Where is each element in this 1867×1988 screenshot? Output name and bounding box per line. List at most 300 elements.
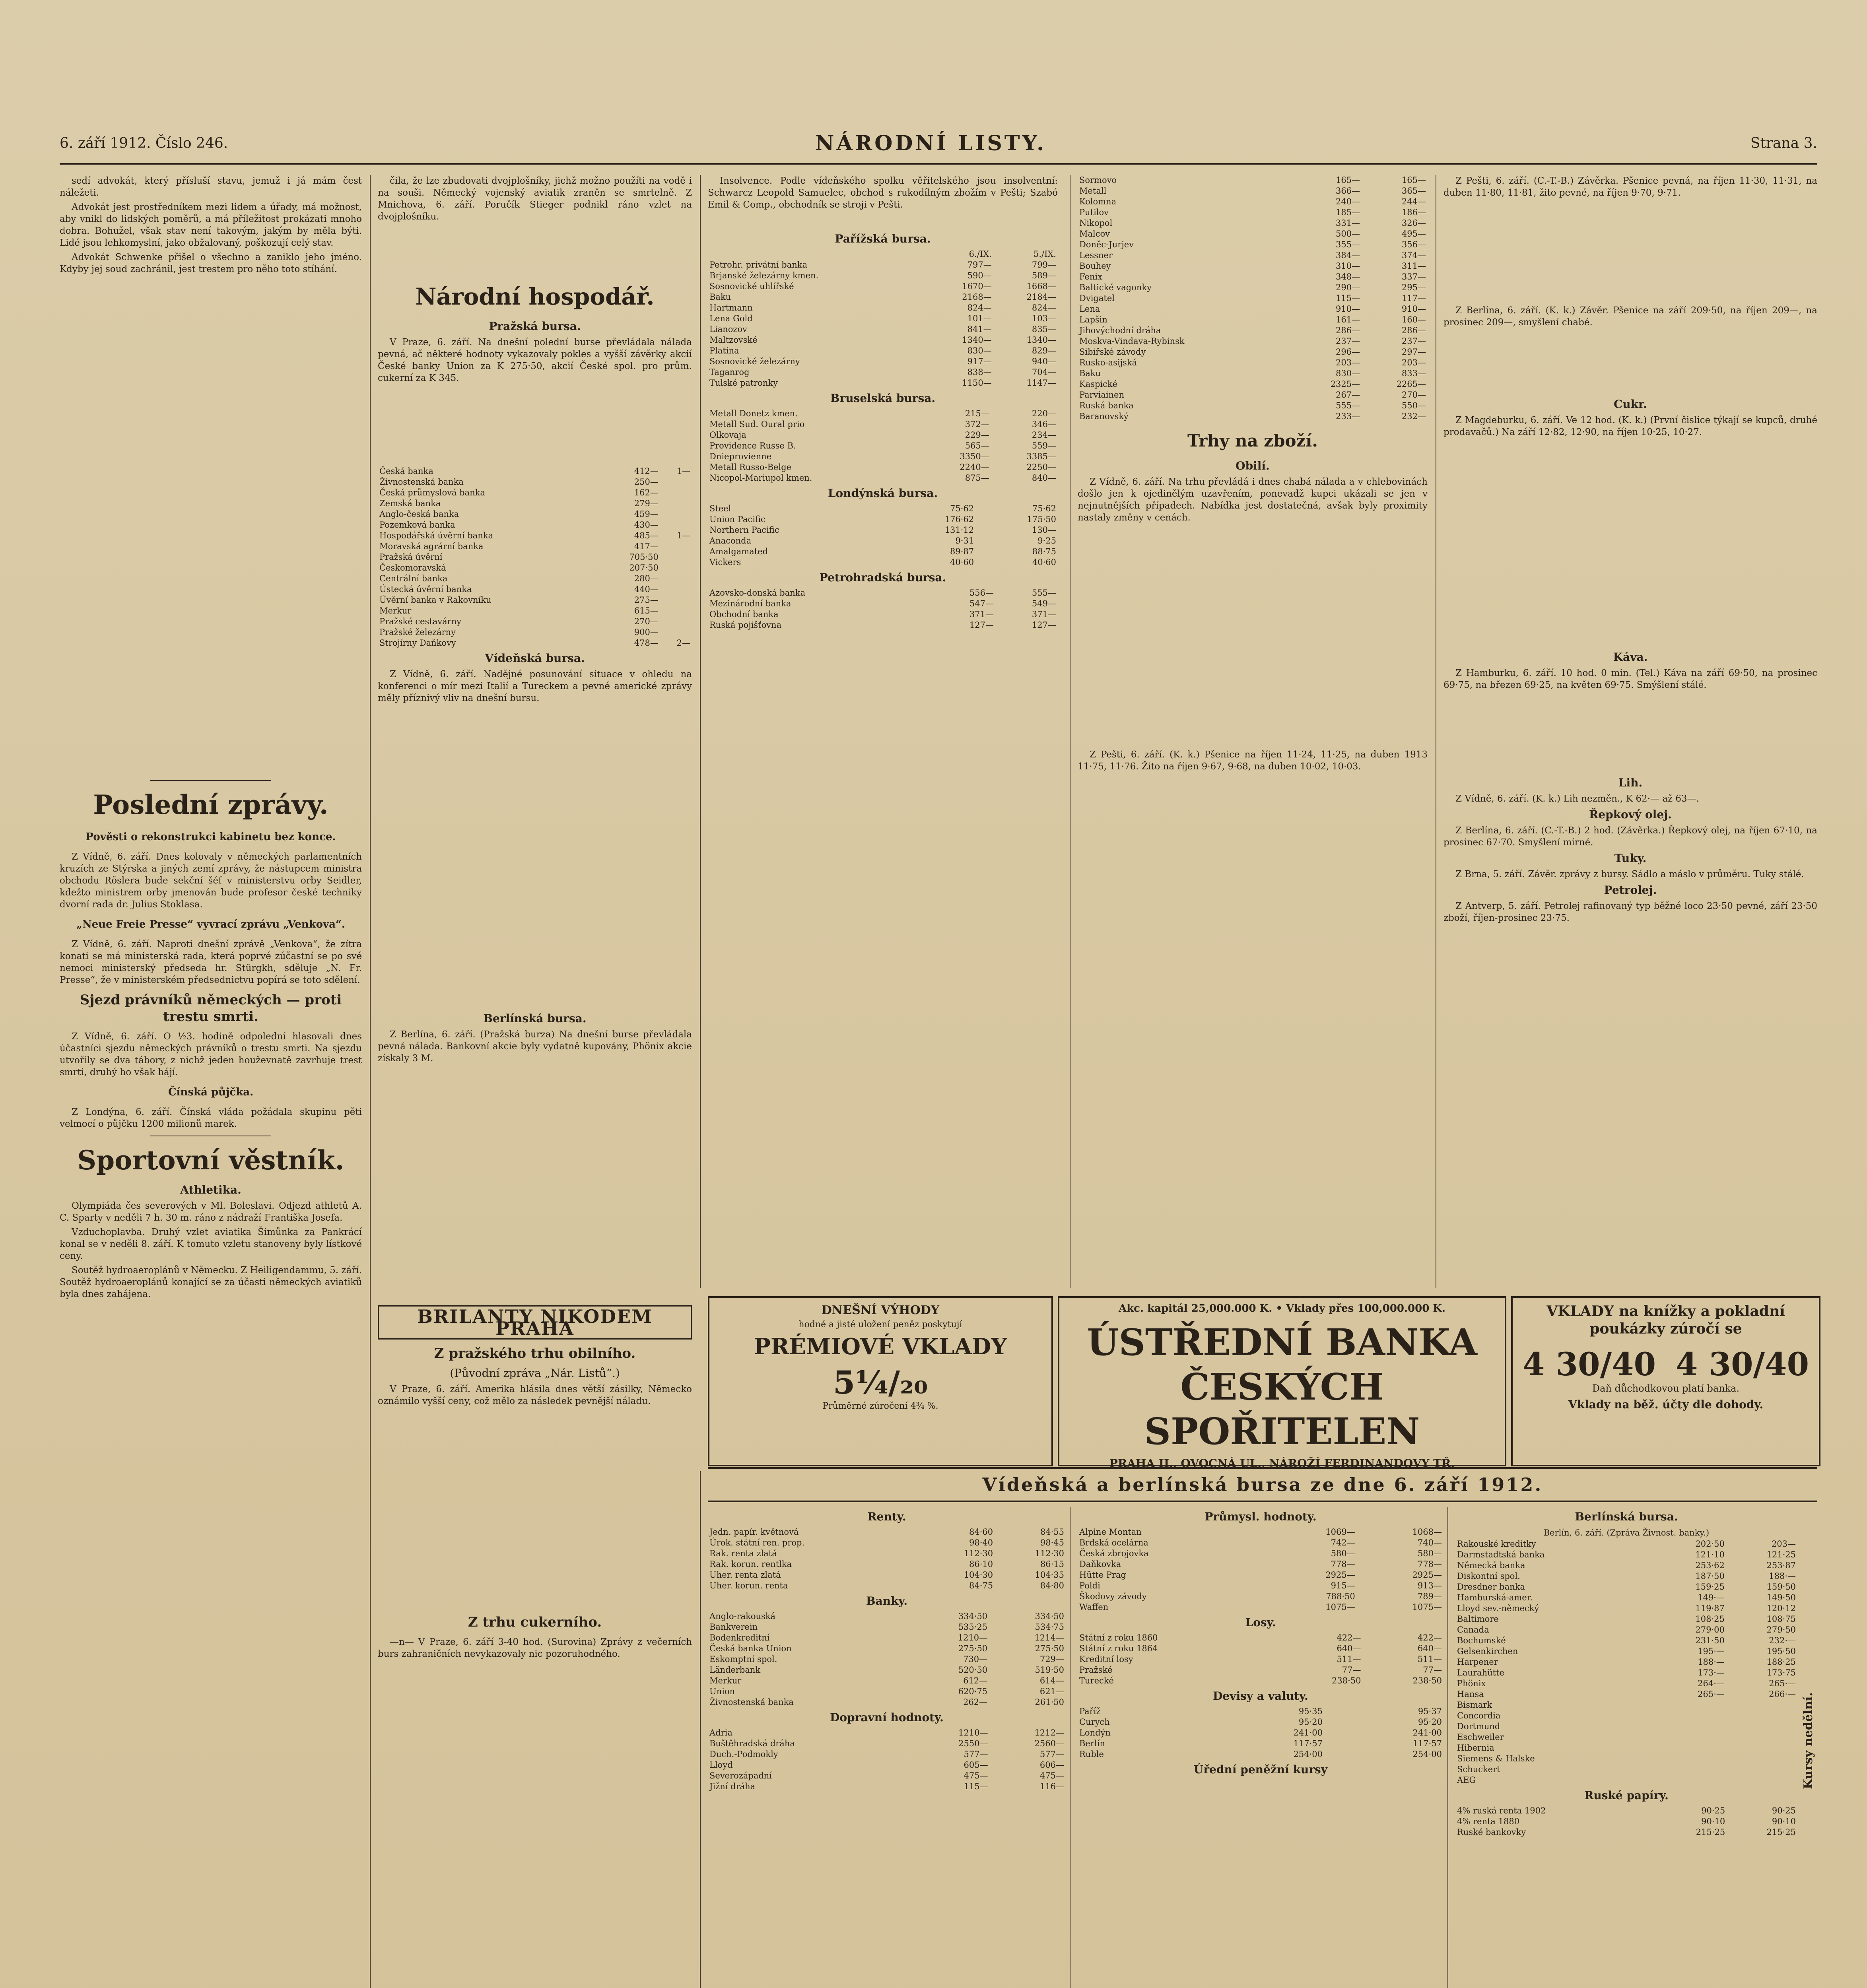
row-value: 511— xyxy=(1417,1654,1442,1664)
stock-row xyxy=(378,487,692,498)
column-rule xyxy=(1447,1507,1448,1988)
row-label: Česká banka xyxy=(379,466,433,476)
row-value xyxy=(660,606,692,616)
losy-title: Losy. xyxy=(1245,1616,1276,1629)
petrograd-row xyxy=(1078,325,1428,336)
row-label: Rusko-asijská xyxy=(1079,358,1137,367)
rusko-row xyxy=(1455,1827,1797,1838)
row-label: Severozápadní xyxy=(709,1771,772,1780)
row-value: 104·35 xyxy=(1035,1570,1064,1580)
brussels-row xyxy=(708,419,1058,430)
row-value: 280— xyxy=(634,574,659,583)
rusko-row xyxy=(1455,1806,1797,1816)
row-value: 40·60 xyxy=(950,557,974,567)
row-value: 1668— xyxy=(1026,282,1056,291)
row-value: 366— xyxy=(1336,186,1360,196)
row-label: Mezinárodní banka xyxy=(709,599,791,608)
banky-row xyxy=(708,1633,1066,1643)
banky-row xyxy=(708,1697,1066,1708)
row-label: Česká průmyslová banka xyxy=(379,488,485,497)
banky-row xyxy=(708,1654,1066,1665)
petrograd-row xyxy=(1078,186,1428,196)
row-value: 2265— xyxy=(1396,379,1426,389)
row-value: 334·50 xyxy=(1035,1611,1064,1621)
row-value: 270— xyxy=(634,617,659,626)
row-value xyxy=(1772,1743,1785,1753)
brussels-row xyxy=(708,451,1058,462)
row-value: 84·75 xyxy=(969,1581,993,1590)
petro-table xyxy=(708,588,1058,631)
london-row xyxy=(708,514,1058,525)
row-value: 372— xyxy=(965,419,989,429)
row-value: 250— xyxy=(634,477,659,487)
row-value: 475— xyxy=(1039,1771,1064,1780)
row-value: 1340— xyxy=(1026,335,1056,345)
row-value: 77— xyxy=(1423,1665,1442,1675)
row-value: 234— xyxy=(1032,430,1056,440)
bursa-col-berlin xyxy=(1455,1507,1797,1988)
row-label: Uher. renta zlatá xyxy=(709,1570,781,1580)
row-value: 165— xyxy=(1336,175,1360,185)
row-value: 253·87 xyxy=(1766,1561,1796,1570)
row-value: 130— xyxy=(1032,525,1056,535)
column-4 xyxy=(1078,175,1428,1288)
row-label: Rak. korun. rentlka xyxy=(709,1559,792,1569)
renty-row xyxy=(708,1580,1066,1591)
paris-row xyxy=(708,313,1058,324)
column-1 xyxy=(60,175,362,1988)
petrograd-row xyxy=(1078,282,1428,293)
row-value: 40·60 xyxy=(1032,557,1056,567)
ad-rate-left: 4 30/40 xyxy=(1522,1345,1656,1383)
row-label: Dresdner banka xyxy=(1457,1582,1525,1592)
row-value: 159·25 xyxy=(1695,1582,1725,1592)
row-value: 84·60 xyxy=(969,1527,993,1537)
row-value: 77— xyxy=(1342,1665,1361,1675)
row-value: 108·25 xyxy=(1695,1614,1725,1624)
row-value: 86·10 xyxy=(969,1559,993,1569)
row-label: Obchodní banka xyxy=(709,610,779,619)
column-rule xyxy=(700,175,701,1288)
masthead-title: NÁRODNÍ LISTY. xyxy=(815,131,1047,155)
row-value: 550— xyxy=(1401,401,1426,410)
row-value: 241·00 xyxy=(1412,1728,1442,1738)
row-value: 161— xyxy=(1336,315,1360,324)
row-value: 778— xyxy=(1417,1559,1442,1569)
section-title-trhy: Trhy na zboží. xyxy=(1187,431,1318,450)
header-rule xyxy=(60,163,1817,165)
berlin-row xyxy=(1455,1775,1797,1786)
bursa-col-prumysl xyxy=(1078,1507,1443,1988)
row-label: Českomoravská xyxy=(379,563,446,573)
row-label: Živnostenská banka xyxy=(709,1697,794,1707)
row-value: 5./IX. xyxy=(1033,249,1056,259)
stock-row xyxy=(378,541,692,552)
row-value: 95·20 xyxy=(1298,1717,1323,1727)
row-value: 2925— xyxy=(1325,1570,1355,1580)
ad-rate-right: 4 30/40 xyxy=(1675,1345,1809,1383)
separator xyxy=(150,780,271,781)
row-value: 384— xyxy=(1336,250,1360,260)
row-value: 311— xyxy=(1401,261,1426,271)
row-value: 835— xyxy=(1032,324,1056,334)
ad-bottom: Vklady na běž. účty dle dohody. xyxy=(1568,1398,1764,1411)
rusko-title: Ruské papíry. xyxy=(1584,1789,1669,1802)
row-value: 187·50 xyxy=(1695,1571,1725,1581)
row-label: Maltzovské xyxy=(709,335,758,345)
row-value: 121·10 xyxy=(1695,1550,1725,1559)
col1-filler-text xyxy=(60,278,362,775)
row-value: 917— xyxy=(967,357,992,366)
paris-row xyxy=(708,270,1058,281)
row-value: 267— xyxy=(1336,390,1360,400)
repka-text: Z Berlína, 6. září. (C.-T.-B.) 2 hod. (Závěrka.) Řepkový olej, na říjen 67·10, na prosinec 67·70. Smyšlení mírné. xyxy=(1443,825,1817,848)
row-value xyxy=(1785,1753,1797,1764)
row-value: 337— xyxy=(1401,272,1426,282)
row-value: 295— xyxy=(1401,283,1426,292)
london-row xyxy=(708,546,1058,557)
row-label: Canada xyxy=(1457,1625,1489,1635)
losy-row xyxy=(1078,1633,1443,1643)
bursa-band-title: Vídeňská a berlínská bursa ze dne 6. září 1912. xyxy=(982,1474,1543,1495)
row-value: 98·45 xyxy=(1040,1538,1064,1547)
berlin-bursa-sub: Berlín, 6. září. (Zpráva Živnost. banky.) xyxy=(1543,1528,1710,1538)
petrograd-row xyxy=(1078,368,1428,379)
row-label: Úrok. státní ren. prop. xyxy=(709,1538,805,1547)
row-value xyxy=(1785,1764,1797,1775)
berlin-row xyxy=(1455,1614,1797,1625)
row-value: 612— xyxy=(963,1676,988,1685)
row-label: Merkur xyxy=(379,606,412,615)
losy-row xyxy=(1078,1643,1443,1654)
brussels-row xyxy=(708,473,1058,483)
petrograd-row xyxy=(1078,196,1428,207)
devizy-title: Devisy a valuty. xyxy=(1213,1689,1308,1703)
row-label: Státní z roku 1864 xyxy=(1079,1644,1158,1653)
ad-top: VKLADY na knížky a pokladní poukázky zúročí se xyxy=(1546,1303,1785,1337)
prumysl-row xyxy=(1078,1527,1443,1538)
sport-item: Olympiáda čes severových v Ml. Boleslavi. Odjezd athletů A. C. Sparty v neděli 7 h. 30 m. ráno z nádraží Františka Josefa. xyxy=(60,1201,362,1223)
row-value: 1— xyxy=(676,531,690,540)
row-label: Anglo-česká banka xyxy=(379,509,459,519)
row-value: 833— xyxy=(1401,369,1426,378)
ad-main: PRÉMIOVÉ VKLADY xyxy=(754,1334,1007,1360)
row-label: Concordia xyxy=(1457,1711,1501,1720)
row-label: Hansa xyxy=(1457,1689,1484,1699)
berlin-row xyxy=(1455,1625,1797,1635)
row-label: Northern Pacific xyxy=(709,525,779,535)
row-label: Bismark xyxy=(1457,1700,1492,1710)
stock-row xyxy=(378,606,692,616)
paris-row xyxy=(708,335,1058,346)
row-label: Pražské xyxy=(1079,1665,1113,1675)
row-value: 95·20 xyxy=(1418,1717,1442,1727)
doprava-row xyxy=(708,1760,1066,1771)
row-value: 534·75 xyxy=(1035,1622,1064,1632)
row-value: 95·35 xyxy=(1298,1706,1323,1716)
row-label: Dnieprovienne xyxy=(709,452,772,461)
row-label: Hamburská-amer. xyxy=(1457,1593,1533,1602)
row-value: 296— xyxy=(1336,347,1360,357)
row-value: 310— xyxy=(1336,261,1360,271)
doprava-row xyxy=(708,1738,1066,1749)
row-value: 830— xyxy=(967,346,992,355)
row-label: Zemská banka xyxy=(379,499,441,508)
ad-main: ÚSTŘEDNÍ BANKA ČESKÝCH SPOŘITELEN xyxy=(1087,1321,1477,1453)
row-value: 95·37 xyxy=(1418,1706,1442,1716)
header-page-number: Strana 3. xyxy=(1750,135,1817,151)
devizy-row xyxy=(1078,1749,1443,1760)
row-label: Darmstadtská banka xyxy=(1457,1550,1545,1559)
row-value: 910— xyxy=(1401,304,1426,314)
row-value: 1069— xyxy=(1325,1527,1355,1537)
row-label: 4% renta 1880 xyxy=(1457,1817,1520,1826)
row-label: Kaspické xyxy=(1079,379,1118,389)
row-value: 2184— xyxy=(1026,292,1056,302)
row-label: Schuckert xyxy=(1457,1765,1500,1774)
paris-row xyxy=(708,249,1058,260)
section-title-sportovni-vestnik: Sportovní věstník. xyxy=(77,1145,344,1176)
row-value: 160— xyxy=(1401,315,1426,324)
row-value xyxy=(1772,1710,1785,1721)
row-label: Petrohr. privátní banka xyxy=(709,260,808,270)
grain-text: V Praze, 6. září. Amerika hlásila dnes větší zásilky, Německo oznámilo vyšší ceny, což mělo za následek pevnější náladu. xyxy=(378,1384,692,1406)
row-value: 841— xyxy=(967,324,992,334)
row-value: 348— xyxy=(1336,272,1360,282)
row-label: Sibiřské závody xyxy=(1079,347,1146,357)
row-value: 1— xyxy=(676,466,690,476)
ad-ustredni-banka xyxy=(1058,1296,1506,1470)
row-value: 535·25 xyxy=(958,1622,988,1632)
row-value: 915— xyxy=(1331,1581,1355,1590)
column-2 xyxy=(378,175,692,1988)
paris-row xyxy=(708,367,1058,378)
banky-row xyxy=(708,1611,1066,1622)
row-label: Ruské bankovky xyxy=(1457,1827,1526,1837)
row-label: Rak. renta zlatá xyxy=(709,1549,777,1558)
row-value: 290— xyxy=(1336,283,1360,292)
row-label: Buštěhradská dráha xyxy=(709,1739,795,1748)
row-value: 6./IX. xyxy=(969,249,992,259)
row-label: Doněc-Jurjev xyxy=(1079,240,1134,249)
viden-text: Z Vídně, 6. září. Nadějné posunování situace v ohledu na konferenci o mír mezi Italií a Tureckem a pevné americké zprávy měly příznivý vliv na dnešní bursu. xyxy=(378,669,692,703)
row-value: 188·25 xyxy=(1766,1657,1796,1667)
row-label: Paříž xyxy=(1079,1706,1101,1716)
berlin-row xyxy=(1455,1689,1797,1700)
stock-row xyxy=(378,627,692,638)
row-value: 577— xyxy=(1039,1749,1064,1759)
row-value: 334·50 xyxy=(958,1611,988,1621)
row-label: Pozemková banka xyxy=(379,520,455,530)
subsection-obili: Obilí. xyxy=(1236,459,1270,472)
row-value: 104·30 xyxy=(964,1570,993,1580)
row-label: Pražská úvěrní xyxy=(379,552,443,562)
page-header xyxy=(60,131,1817,159)
row-value: 2— xyxy=(676,638,690,648)
row-value: 730— xyxy=(963,1654,988,1664)
petrograd-row xyxy=(1078,336,1428,347)
row-value: 195·50 xyxy=(1766,1646,1796,1656)
petrograd-row xyxy=(1078,239,1428,250)
subsection-kava: Káva. xyxy=(1613,650,1648,664)
row-value: 331— xyxy=(1336,218,1360,228)
row-value: 356— xyxy=(1401,240,1426,249)
column-rule xyxy=(370,175,371,1988)
row-value: 374— xyxy=(1401,250,1426,260)
renty-row xyxy=(708,1527,1066,1538)
row-value xyxy=(1772,1721,1785,1732)
row-value: 430— xyxy=(634,520,659,530)
petrograd-row xyxy=(1078,229,1428,239)
row-value: 485— xyxy=(634,531,659,540)
petrograd-row xyxy=(1078,400,1428,411)
petrograd-row xyxy=(1078,390,1428,400)
row-value: 286— xyxy=(1401,326,1426,335)
row-value: 88·75 xyxy=(1032,547,1056,556)
row-label: Ruble xyxy=(1079,1749,1104,1759)
row-label: Bankverein xyxy=(709,1622,758,1632)
prumysl-title: Průmysl. hodnoty. xyxy=(1205,1510,1317,1523)
row-label: Anglo-rakouská xyxy=(709,1611,776,1621)
row-value: 1075— xyxy=(1325,1602,1355,1612)
row-label: Taganrog xyxy=(709,367,750,377)
row-value: 640— xyxy=(1337,1644,1361,1653)
subsection-berlinska-bursa: Berlínská bursa. xyxy=(483,1012,587,1025)
row-label: Lapšin xyxy=(1079,315,1107,324)
ad-note: Daň důchodkovou platí banka. xyxy=(1592,1383,1740,1394)
row-label: Baku xyxy=(1079,369,1101,378)
row-value: 202·50 xyxy=(1695,1539,1725,1549)
row-label: Metall Sud. Oural prio xyxy=(709,419,805,429)
stock-row xyxy=(378,520,692,530)
petro-row xyxy=(708,609,1058,620)
row-label: Londýn xyxy=(1079,1728,1111,1738)
rusko-row xyxy=(1455,1816,1797,1827)
row-label: Sosnovické železárny xyxy=(709,357,800,366)
row-label: Jedn. papír. květnová xyxy=(709,1527,799,1537)
row-value: 417— xyxy=(634,542,659,551)
berlin-row xyxy=(1455,1721,1797,1732)
row-label: Länderbank xyxy=(709,1665,761,1675)
row-label: Siemens & Halske xyxy=(1457,1754,1535,1763)
row-value: 215— xyxy=(965,409,989,418)
paris-row xyxy=(708,378,1058,388)
row-label: 4% ruská renta 1902 xyxy=(1457,1806,1546,1815)
row-label: Olkovaja xyxy=(709,430,746,440)
news-heading: Čínská půjčka. xyxy=(168,1086,254,1098)
row-value: 237— xyxy=(1401,336,1426,346)
row-value: 162— xyxy=(634,488,659,497)
berlin-row xyxy=(1455,1592,1797,1603)
stock-row xyxy=(378,498,692,509)
row-value: 119·87 xyxy=(1695,1604,1725,1613)
sport-item: Soutěž hydroaeroplánů v Německu. Z Heiligendammu, 5. září. Soutěž hydroaeroplánů konající se za účasti německých aviatiků byla dnes zahájena. xyxy=(60,1265,362,1299)
row-value: 237— xyxy=(1336,336,1360,346)
row-label: Steel xyxy=(709,504,731,513)
row-label: Dortmund xyxy=(1457,1722,1500,1731)
row-value: 913— xyxy=(1417,1581,1442,1590)
row-label: Dvigatel xyxy=(1079,293,1115,303)
row-label: Curych xyxy=(1079,1717,1110,1727)
row-value: 621— xyxy=(1039,1687,1064,1696)
stock-row xyxy=(378,563,692,573)
ad-vklady-na-knizky xyxy=(1511,1296,1820,1466)
prumysl-row xyxy=(1078,1591,1443,1602)
row-value: 9·25 xyxy=(1037,536,1056,546)
row-label: Brdská ocelárna xyxy=(1079,1538,1148,1547)
row-value: 900— xyxy=(634,627,659,637)
row-label: Lloyd sev.-německý xyxy=(1457,1604,1539,1613)
row-label: Turecké xyxy=(1079,1676,1114,1685)
row-value: 127— xyxy=(969,620,994,630)
row-value xyxy=(1785,1710,1797,1721)
row-label: Lena Gold xyxy=(709,314,753,323)
row-value: 203— xyxy=(1401,358,1426,367)
row-label: Anaconda xyxy=(709,536,752,546)
berlin-row xyxy=(1455,1582,1797,1592)
stock-row xyxy=(378,595,692,606)
row-value: 90·25 xyxy=(1772,1806,1796,1815)
doprava-row xyxy=(708,1771,1066,1781)
banky-row xyxy=(708,1643,1066,1654)
petrograd-cont-table xyxy=(1078,175,1428,422)
petrograd-row xyxy=(1078,250,1428,261)
renty-row xyxy=(708,1538,1066,1548)
doprava-row xyxy=(708,1749,1066,1760)
header-date: 6. září 1912. Číslo 246. xyxy=(60,135,228,151)
row-value: 729— xyxy=(1039,1654,1064,1664)
row-label: Strojírny Daňkovy xyxy=(379,638,456,648)
row-value: 475— xyxy=(964,1771,988,1780)
devizy-row xyxy=(1078,1728,1443,1738)
column-3 xyxy=(708,175,1058,1288)
section-title-posledni-zpravy: Poslední zprávy. xyxy=(93,789,328,820)
doprava-row xyxy=(708,1781,1066,1792)
row-value: 112·30 xyxy=(1035,1549,1064,1558)
row-value: 778— xyxy=(1331,1559,1355,1569)
renty-row xyxy=(708,1548,1066,1559)
row-value: 580— xyxy=(1417,1549,1442,1558)
petrograd-row xyxy=(1078,315,1428,325)
subsection-londyn: Londýnská bursa. xyxy=(828,487,938,500)
news-text: Z Vídně, 6. září. Naproti dnešní zprávě „Venkova“, že zítra konati se má ministerská rada, která poprvé zúčastní se po své nemoci ministerský předseda hr. Stürgkh, sděluje „N. Fr. Presse“, že v ministerském předsednictvu popírá se toto sdělení. xyxy=(60,939,362,985)
paris-row xyxy=(708,346,1058,356)
row-value: 203— xyxy=(1336,358,1360,367)
row-value: 215·25 xyxy=(1766,1827,1796,1837)
row-label: Metall Donetz kmen. xyxy=(709,409,798,418)
row-value: 589— xyxy=(1032,271,1056,280)
row-value: 240— xyxy=(1336,197,1360,206)
news-text: Z Vídně, 6. září. Dnes kolovaly v německých parlamentních kruzích ze Stýrska a jiných zemí zprávy, že nástupcem ministra obchodu Röslera bude sekční šéf v ministerstvu orby Seidler, kdežto ministrem orby jmenován bude profesor české techniky dvorní rada dr. Julius Stoklasa. xyxy=(60,852,362,910)
row-value: 265·— xyxy=(1769,1679,1796,1688)
bursa-text: V Praze, 6. září. Na dnešní polední burse převládala nálada pevná, ač některé hodnoty vykazovaly pokles a vyšší závěrky akcií České banky Union za K 275·50, akcií České spol. pro prům. cukerní za K 345. xyxy=(378,337,692,383)
row-value: 838— xyxy=(967,367,992,377)
berlin-row xyxy=(1455,1764,1797,1775)
row-value: 2325— xyxy=(1330,379,1360,389)
col1-paragraph: Advokát jest prostředníkem mezi lidem a úřady, má možnost, aby vnikl do lidských poměrů, a má příležitost prokázati mnoho dobra. Bohužel, však stav není takovým, jakým by měla býti. Lidé jsou lehkomyslní, jako obžalovaný, poškozují celý stav. xyxy=(60,202,362,248)
berlin-row xyxy=(1455,1732,1797,1743)
row-label: Lessner xyxy=(1079,250,1113,260)
berlin-bursa-title: Berlínská bursa. xyxy=(1575,1510,1678,1523)
row-label: Bochumské xyxy=(1457,1636,1506,1645)
news-text: Z Londýna, 6. září. Čínská vláda požádala skupinu pěti velmocí o půjčku 1200 milionů marek. xyxy=(60,1107,362,1129)
row-value: 1212— xyxy=(1034,1728,1064,1738)
row-value: 149·— xyxy=(1698,1593,1725,1602)
row-label: Jihovýchodní dráha xyxy=(1079,326,1161,335)
row-value xyxy=(1785,1743,1797,1753)
urad-title: Úřední peněžní kursy xyxy=(1193,1763,1328,1776)
row-value: 127— xyxy=(1032,620,1056,630)
